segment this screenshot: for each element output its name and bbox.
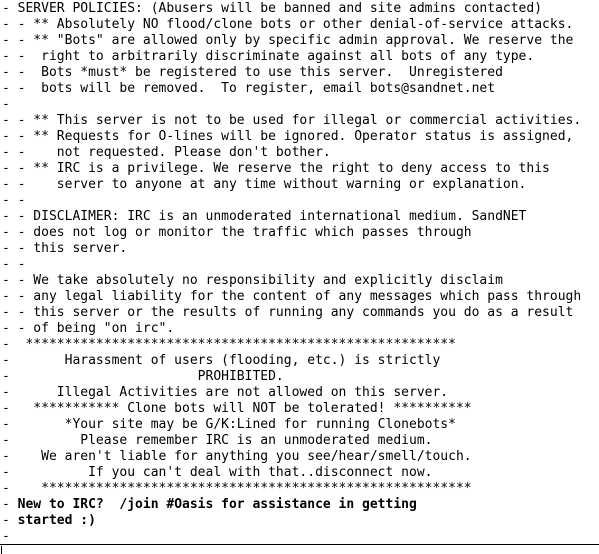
motd-line: - - ** Requests for O-lines will be ignored. Operator status is assigned, [2,129,574,144]
command-input-line[interactable] [0,545,599,554]
motd-line: - - bots will be removed. To register, email bots@sandnet.net [2,81,496,96]
motd-line: - - of being "on irc". [2,321,175,336]
motd-line: - ******************************************************* [2,337,456,352]
motd-line: - - We take absolutely no responsibility and explicitly disclaim [2,273,503,288]
motd-line: - - this server. [2,241,128,256]
motd-line: - - [2,193,26,208]
motd-line: - *Your site may be G/K:Lined for running Clonebots* [2,417,456,432]
motd-line: - - this server or the results of running any commands you do as a result [2,305,574,320]
motd-line: - SERVER POLICIES: (Abusers will be banned and site admins contacted) [2,1,543,16]
motd-line: - PROHIBITED. [2,369,284,384]
motd-line: - We aren't liable for anything you see/hear/smell/touch. [2,449,472,464]
text-cursor [1,546,2,554]
motd-line: - - ** "Bots" are allowed only by specific admin approval. We reserve the [2,33,574,48]
motd-line: - Please remember IRC is an unmoderated medium. [2,433,433,448]
motd-highlight-line-2 [2,513,599,529]
motd-line: - - any legal liability for the content of any messages which pass through [2,289,582,304]
motd-highlight-line-1 [2,497,599,513]
motd-line: - - not requested. Please don't bother. [2,145,331,160]
motd-line: - - ** IRC is a privilege. We reserve the right to deny access to this [2,161,550,176]
motd-highlight-text: New to IRC? /join #Oasis for assistance in getting [17,497,417,512]
motd-text-area [2,1,599,545]
motd-line: - - DISCLAIMER: IRC is an unmoderated international medium. SandNET [2,209,527,224]
motd-line: - [2,529,10,544]
motd-line: - ******************************************************* [2,481,472,496]
motd-line: - - ** Absolutely NO flood/clone bots or other denial-of-service attacks. [2,17,574,32]
motd-lines [2,1,599,497]
motd-line: - [2,97,10,112]
motd-highlight-prefix: - [2,497,18,512]
motd-line: - - [2,257,26,272]
motd-line: - - ** This server is not to be used for illegal or commercial activities. [2,113,582,128]
motd-line: - - does not log or monitor the traffic which passes through [2,225,472,240]
motd-highlight-text: started :) [17,513,96,528]
motd-highlight-prefix: - [2,513,18,528]
motd-line: - Harassment of users (flooding, etc.) is strictly [2,353,441,368]
motd-line: - - server to anyone at any time without warning or explanation. [2,177,527,192]
motd-line: - If you can't deal with that..disconnect now. [2,465,433,480]
motd-line: - - right to arbitrarily discriminate against all bots of any type. [2,49,535,64]
motd-line: - Illegal Activities are not allowed on this server. [2,385,449,400]
motd-line: - *********** Clone bots will NOT be tolerated! ********** [2,401,472,416]
motd-line: - - Bots *must* be registered to use this server. Unregistered [2,65,503,80]
